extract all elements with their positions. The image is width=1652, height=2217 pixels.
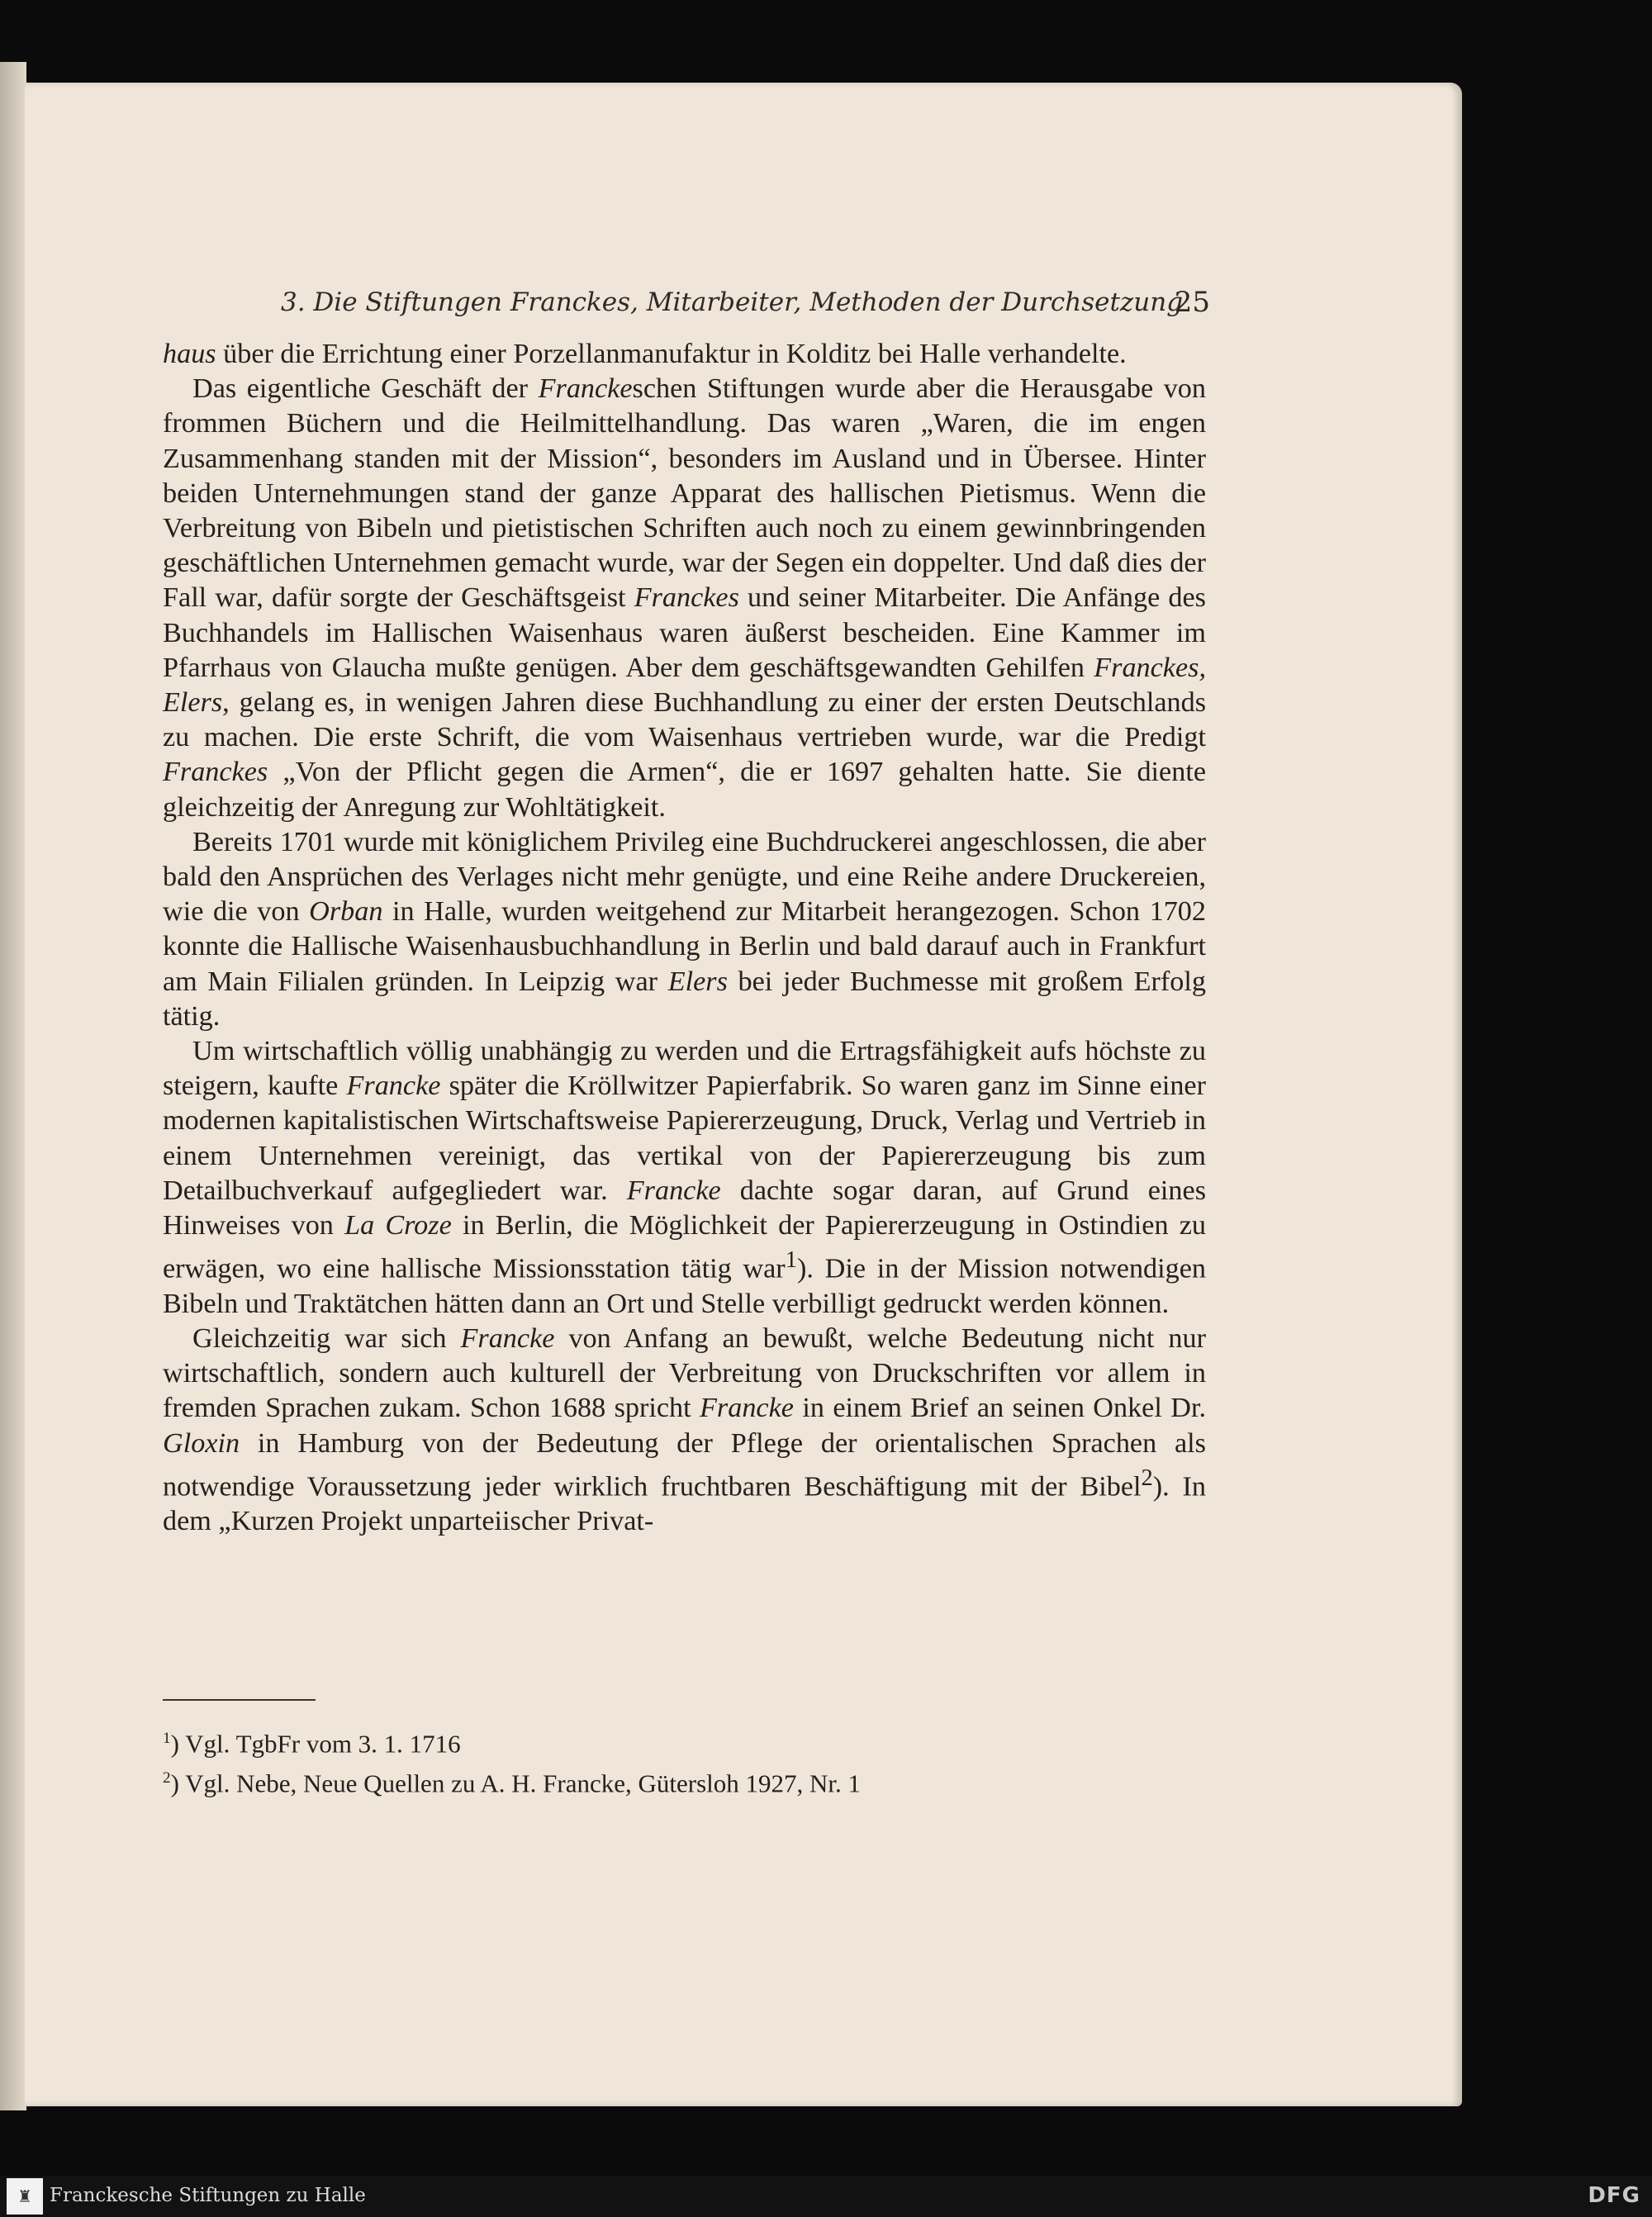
italic-name: Gloxin bbox=[163, 1427, 240, 1459]
footnote-text: ) Vgl. Nebe, Neue Quellen zu A. H. Francke, Gütersloh 1927, Nr. 1 bbox=[170, 1768, 861, 1798]
italic-name: Orban bbox=[309, 896, 383, 928]
dfg-badge[interactable]: DFG bbox=[1588, 2183, 1640, 2208]
footnote-reference: 1 bbox=[785, 1247, 797, 1274]
text-run: bei jeder Buchmesse mit großem Erfolg tätig. bbox=[163, 966, 1206, 1032]
paragraph bbox=[163, 1034, 1206, 1322]
italic-name: Francke bbox=[626, 1175, 721, 1206]
book-spine-edge bbox=[0, 62, 26, 2110]
text-run: dachte sogar daran, auf Grund eines Hinweises von bbox=[163, 1175, 1206, 1241]
footnotes bbox=[163, 1721, 1206, 1802]
text-run: über die Errichtung einer Porzellanmanufaktur in Kolditz bei Halle verhandelte. bbox=[216, 339, 1127, 369]
text-run: später die Kröllwitzer Papierfabrik. So waren ganz im Sinne einer modernen kapitalistischen Wirtschaftsweise Papiererzeugung, Druck, Verlag und Vertrieb in einem Unternehmen vereinigt, das vertikal von der Papiererzeugung bis zum Detailbuchverkauf aufgegliedert war. bbox=[163, 1071, 1206, 1206]
text-run: Gleichzeitig war sich bbox=[192, 1323, 461, 1355]
text-run: „Von der Pflicht gegen die Armen“, die er 1697 gehalten hatte. Sie diente gleichzeitig der Anregung zur Wohltätigkeit. bbox=[163, 757, 1206, 823]
text-run: ). In dem „Kurzen Projekt unparteiischer Privat- bbox=[163, 1471, 1206, 1537]
text-run: und seiner Mitarbeiter. Die Anfänge des Buchhandels im Hallischen Waisenhaus waren äußerst bescheiden. Eine Kammer im Pfarrhaus von Glaucha mußte genügen. Aber dem geschäftsgewandten Gehilfen bbox=[163, 582, 1206, 683]
text-run: Das eigentliche Geschäft der bbox=[192, 373, 539, 405]
footnote-1 bbox=[163, 1721, 1206, 1761]
italic-name: Franckes bbox=[634, 582, 739, 614]
footer-institution-label[interactable]: Franckesche Stiftungen zu Halle bbox=[50, 2185, 366, 2206]
footnote-reference: 2 bbox=[1141, 1465, 1153, 1491]
text-run: in Hamburg von der Bedeutung der Pflege der orientalischen Sprachen als notwendige Voraussetzung jeder wirklich fruchtbaren Beschäftigung mit der Bibel bbox=[163, 1427, 1206, 1503]
text-run: schen Stiftungen wurde aber die Herausgabe von frommen Büchern und die Heilmittelhandlung. Das waren „Waren, die im engen Zusammenhang standen mit der Mission“, besonders im Ausland und in Übersee. Hinter beiden Unternehmungen stand der ganze Apparat des hallischen Pietismus. Wenn die Verbreitung von Bibeln und pietistischen Schriften auch noch zu einem gewinnbringenden geschäftlichen Unternehmen gemacht wurde, war der Segen ein doppelter. Und daß dies der Fall war, dafür sorgte der Geschäftsgeist bbox=[163, 373, 1206, 614]
italic-name: Franckes, Elers bbox=[163, 652, 1206, 719]
running-header bbox=[161, 282, 1210, 332]
text-run: , gelang es, in wenigen Jahren diese Buchhandlung zu einer der ersten Deutschlands zu machen. Die erste Schrift, die vom Waisenhaus vertrieben wurde, war die Predigt bbox=[163, 687, 1206, 753]
paragraph bbox=[163, 372, 1206, 825]
page-number: 25 bbox=[1174, 286, 1210, 319]
italic-name: Francke bbox=[346, 1071, 441, 1102]
italic-name: Francke bbox=[700, 1393, 794, 1424]
italic-name: La Croze bbox=[344, 1210, 452, 1241]
footnote-2 bbox=[163, 1761, 1206, 1801]
body-text bbox=[163, 337, 1206, 1540]
paragraph bbox=[163, 1322, 1206, 1540]
text-run: von Anfang an bewußt, welche Bedeutung nicht nur wirtschaftlich, sondern auch kulturell der Verbreitung von Druckschriften vor allem in fremden Sprachen zukam. Schon 1688 spricht bbox=[163, 1323, 1206, 1424]
footnote-text: ) Vgl. TgbFr vom 3. 1. 1716 bbox=[170, 1729, 461, 1759]
institution-crest-icon[interactable]: ♜ bbox=[7, 2178, 43, 2215]
running-title: 3. Die Stiftungen Franckes, Mitarbeiter, Methoden der Durchsetzung bbox=[281, 287, 1184, 317]
text-run: in einem Brief an seinen Onkel Dr. bbox=[793, 1393, 1206, 1424]
text-run: Bereits 1701 wurde mit königlichem Privileg eine Buchdruckerei angeschlossen, die aber bald den Ansprüchen des Verlages nicht mehr genügte, und eine Reihe andere Druckereien, wie die von bbox=[163, 826, 1206, 928]
text-run: in Berlin, die Möglichkeit der Papiererzeugung in Ostindien zu erwägen, wo eine hallische Missionsstation tätig war bbox=[163, 1210, 1206, 1284]
italic-name: Francke bbox=[538, 373, 633, 405]
text-run: in Halle, wurden weitgehend zur Mitarbeit herangezogen. Schon 1702 konnte die Hallische Waisenhausbuchhandlung in Berlin und bald darauf auch in Frankfurt am Main Filialen gründen. In Leipzig war bbox=[163, 896, 1206, 997]
italic-name: haus bbox=[163, 339, 216, 369]
italic-name: Elers bbox=[667, 966, 728, 997]
footnote-marker: 2 bbox=[163, 1769, 171, 1787]
paragraph bbox=[163, 337, 1206, 372]
text-run: ). Die in der Mission notwendigen Bibeln und Traktätchen hätten dann an Ort und Stelle verbilligt gedruckt werden können. bbox=[163, 1253, 1207, 1319]
footnote-marker: 1 bbox=[163, 1730, 171, 1747]
footnote-divider bbox=[163, 1699, 316, 1701]
paragraph bbox=[163, 825, 1206, 1034]
text-run: Um wirtschaftlich völlig unabhängig zu werden und die Ertragsfähigkeit aufs höchste zu steigern, kaufte bbox=[163, 1036, 1206, 1102]
italic-name: Franckes bbox=[163, 757, 268, 788]
italic-name: Francke bbox=[460, 1323, 555, 1355]
